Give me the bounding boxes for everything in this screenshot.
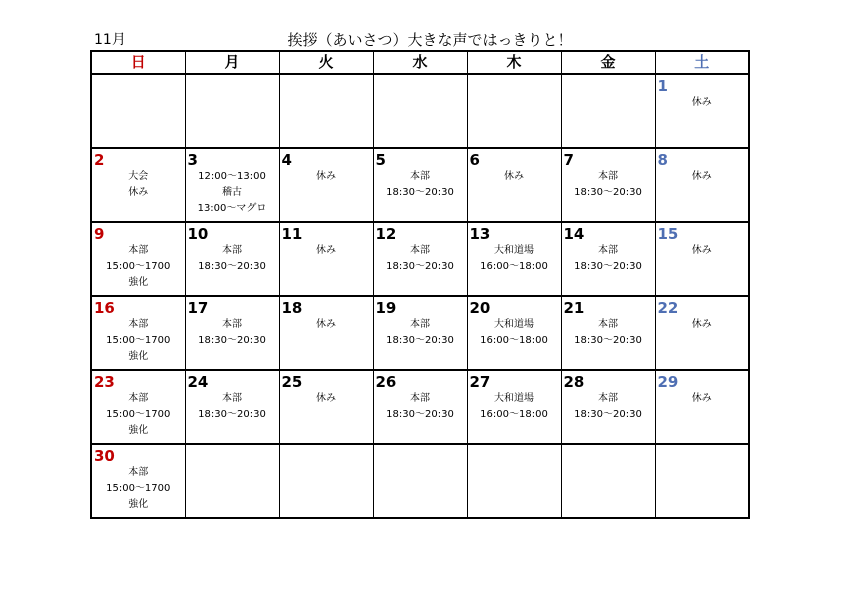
day-cell	[279, 148, 373, 222]
day-cell	[655, 296, 749, 370]
day-cell	[373, 370, 467, 444]
schedule-line: 本部	[410, 245, 430, 256]
day-number: 21	[563, 299, 585, 317]
day-cell	[91, 370, 185, 444]
day-cell	[467, 296, 561, 370]
day-schedule	[280, 317, 373, 333]
day-number: 7	[563, 151, 574, 169]
day-number: 8	[657, 151, 668, 169]
day-schedule	[186, 169, 279, 217]
day-schedule	[656, 95, 749, 111]
day-number: 9	[94, 225, 105, 243]
schedule-line: 本部	[410, 319, 430, 330]
schedule-line: 本部	[598, 245, 618, 256]
schedule-line: 本部	[128, 467, 149, 478]
schedule-line: 休み	[316, 393, 336, 404]
day-number	[280, 75, 373, 97]
schedule-line: 休み	[316, 171, 336, 182]
schedule-line: 休み	[691, 245, 712, 256]
weekday-sat: 土	[655, 51, 749, 74]
schedule-line: 強化	[128, 277, 149, 288]
schedule-line: 大和道場	[494, 393, 534, 404]
day-number: 17	[187, 299, 209, 317]
day-number	[92, 75, 185, 97]
day-number: 24	[187, 373, 209, 391]
day-schedule	[562, 317, 655, 349]
day-number: 13	[469, 225, 491, 243]
day-number	[374, 75, 467, 97]
schedule-line: 強化	[128, 425, 149, 436]
month-label: 11月	[94, 32, 126, 48]
day-schedule	[468, 317, 561, 349]
day-number	[280, 445, 373, 467]
schedule-line: 本部	[410, 171, 430, 182]
day-schedule	[468, 391, 561, 423]
day-schedule	[186, 317, 279, 349]
day-number: 28	[563, 373, 585, 391]
calendar-grid	[90, 50, 750, 519]
schedule-line: 休み	[316, 245, 336, 256]
schedule-line: 大会	[128, 171, 149, 182]
weekday-wed: 水	[373, 51, 467, 74]
day-number	[468, 75, 561, 97]
day-schedule	[92, 243, 185, 291]
schedule-line: 18:30～20:30	[574, 335, 642, 346]
day-number	[186, 75, 279, 97]
schedule-line: 16:00～18:00	[480, 261, 548, 272]
schedule-line: 18:30～20:30	[574, 187, 642, 198]
day-cell	[91, 148, 185, 222]
schedule-line: 15:00～1700	[106, 335, 171, 346]
day-number: 27	[469, 373, 491, 391]
day-number: 6	[469, 151, 480, 169]
day-schedule	[92, 465, 185, 513]
schedule-line: 休み	[504, 171, 524, 182]
day-number: 14	[563, 225, 585, 243]
day-schedule	[374, 317, 467, 349]
schedule-line: 本部	[410, 393, 430, 404]
day-cell	[185, 370, 279, 444]
day-cell	[279, 444, 373, 518]
day-number: 10	[187, 225, 209, 243]
schedule-line: 15:00～1700	[106, 409, 171, 420]
day-number: 12	[375, 225, 397, 243]
day-schedule	[656, 243, 749, 259]
schedule-line: 大和道場	[494, 319, 534, 330]
schedule-line: 18:30～20:30	[574, 409, 642, 420]
day-cell	[91, 444, 185, 518]
day-number: 4	[281, 151, 292, 169]
schedule-line: 18:30～20:30	[386, 335, 454, 346]
day-number	[186, 445, 279, 467]
day-cell	[561, 370, 655, 444]
schedule-line: 13:00～マグロ	[197, 203, 267, 214]
schedule-line: 15:00～1700	[106, 483, 171, 494]
day-cell	[655, 74, 749, 148]
day-number	[562, 75, 655, 97]
schedule-line: 18:30～20:30	[198, 409, 266, 420]
schedule-line: 休み	[691, 319, 712, 330]
day-cell	[467, 444, 561, 518]
day-cell	[91, 296, 185, 370]
schedule-line: 強化	[128, 351, 149, 362]
day-number: 3	[187, 151, 198, 169]
day-number: 22	[657, 299, 679, 317]
weekday-sun: 日	[91, 51, 185, 74]
day-cell	[279, 370, 373, 444]
day-schedule	[186, 243, 279, 275]
week-row	[91, 222, 749, 296]
day-cell	[91, 222, 185, 296]
day-schedule	[562, 391, 655, 423]
day-schedule	[92, 391, 185, 439]
schedule-line: 休み	[691, 171, 712, 182]
day-cell	[655, 222, 749, 296]
day-schedule	[468, 169, 561, 185]
schedule-line: 18:30～20:30	[574, 261, 642, 272]
day-number: 15	[657, 225, 679, 243]
schedule-line: 休み	[128, 187, 149, 198]
day-number: 5	[375, 151, 386, 169]
schedule-line: 本部	[222, 245, 242, 256]
day-number	[374, 445, 467, 467]
schedule-line: 本部	[128, 245, 149, 256]
day-number: 23	[94, 373, 115, 391]
day-schedule	[562, 243, 655, 275]
schedule-line: 16:00～18:00	[480, 335, 548, 346]
day-cell	[561, 444, 655, 518]
schedule-line: 本部	[128, 393, 149, 404]
day-schedule	[280, 169, 373, 185]
weekday-fri: 金	[561, 51, 655, 74]
weekday-mon: 月	[185, 51, 279, 74]
day-cell	[373, 296, 467, 370]
day-cell	[655, 444, 749, 518]
day-number: 26	[375, 373, 397, 391]
day-cell	[373, 444, 467, 518]
day-schedule	[468, 243, 561, 275]
schedule-line: 本部	[598, 319, 618, 330]
day-number: 29	[657, 373, 679, 391]
day-schedule	[280, 243, 373, 259]
day-schedule	[92, 317, 185, 365]
schedule-line: 本部	[222, 319, 242, 330]
day-cell	[373, 148, 467, 222]
day-schedule	[562, 169, 655, 201]
day-cell	[655, 148, 749, 222]
schedule-line: 18:30～20:30	[386, 187, 454, 198]
week-row	[91, 148, 749, 222]
day-cell	[467, 74, 561, 148]
weekday-thu: 木	[467, 51, 561, 74]
week-row	[91, 74, 749, 148]
day-cell	[467, 370, 561, 444]
schedule-line: 大和道場	[494, 245, 534, 256]
day-cell	[467, 148, 561, 222]
day-cell	[373, 222, 467, 296]
schedule-line: 強化	[128, 499, 149, 510]
day-cell	[561, 296, 655, 370]
schedule-line: 15:00～1700	[106, 261, 171, 272]
schedule-line: 本部	[598, 393, 618, 404]
schedule-line: 休み	[691, 393, 712, 404]
weekday-tue: 火	[279, 51, 373, 74]
day-number: 19	[375, 299, 397, 317]
day-schedule	[280, 391, 373, 407]
page-title: 挨拶（あいさつ）大きな声ではっきりと！	[287, 31, 573, 49]
day-schedule	[374, 243, 467, 275]
day-schedule	[374, 391, 467, 423]
schedule-line: 16:00～18:00	[480, 409, 548, 420]
day-cell	[279, 296, 373, 370]
day-number	[562, 445, 655, 467]
day-cell	[91, 74, 185, 148]
schedule-line: 18:30～20:30	[386, 409, 454, 420]
day-cell	[185, 222, 279, 296]
day-schedule	[374, 169, 467, 201]
schedule-line: 稽古	[222, 187, 242, 198]
day-schedule	[186, 391, 279, 423]
day-cell	[655, 370, 749, 444]
day-cell	[279, 74, 373, 148]
day-number	[468, 445, 561, 467]
schedule-line: 本部	[128, 319, 149, 330]
day-number: 30	[94, 447, 115, 465]
day-schedule	[656, 391, 749, 407]
day-number: 18	[281, 299, 303, 317]
schedule-line: 12:00～13:00	[198, 171, 266, 182]
schedule-line: 休み	[316, 319, 336, 330]
day-cell	[279, 222, 373, 296]
day-number: 16	[94, 299, 115, 317]
schedule-line: 18:30～20:30	[198, 335, 266, 346]
day-cell	[185, 148, 279, 222]
day-schedule	[656, 317, 749, 333]
day-cell	[185, 74, 279, 148]
day-schedule	[656, 169, 749, 185]
day-number: 11	[281, 225, 303, 243]
day-number: 25	[281, 373, 303, 391]
week-row	[91, 296, 749, 370]
day-cell	[561, 74, 655, 148]
day-number: 2	[94, 151, 105, 169]
day-schedule	[92, 169, 185, 201]
day-cell	[467, 222, 561, 296]
schedule-line: 本部	[222, 393, 242, 404]
schedule-line: 18:30～20:30	[198, 261, 266, 272]
day-cell	[185, 444, 279, 518]
day-cell	[185, 296, 279, 370]
day-number: 20	[469, 299, 491, 317]
day-number	[656, 445, 749, 467]
week-row	[91, 370, 749, 444]
schedule-line: 18:30～20:30	[386, 261, 454, 272]
day-cell	[561, 148, 655, 222]
schedule-line: 本部	[598, 171, 618, 182]
day-cell	[373, 74, 467, 148]
schedule-line: 休み	[691, 97, 712, 108]
week-row	[91, 444, 749, 518]
day-number: 1	[657, 77, 668, 95]
day-cell	[561, 222, 655, 296]
weekday-header-row	[91, 51, 749, 74]
